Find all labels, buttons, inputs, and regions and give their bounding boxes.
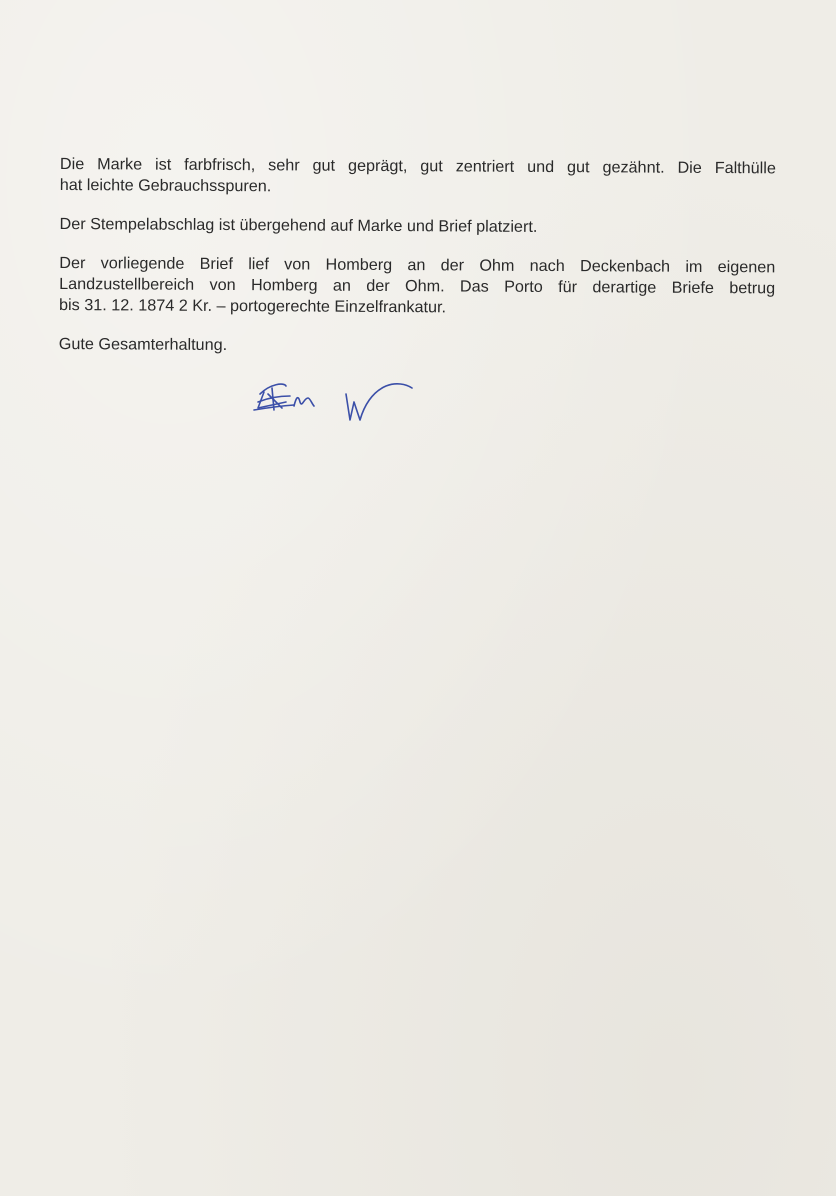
paragraph-line: Der Stempelabschlag ist übergehend auf Marke und Brief platziert.	[59, 214, 538, 236]
paragraph-line: bis 31. 12. 1874 2 Kr. – portogerechte Einzelfrankatur.	[59, 295, 447, 317]
paragraph-line: Gute Gesamterhaltung.	[58, 334, 228, 355]
paragraph-overall	[59, 334, 775, 359]
paragraph-postmark	[60, 214, 776, 239]
paragraph-condition	[60, 154, 776, 200]
paragraph-line: Der vorliegende Brief lief von Homberg an der Ohm nach Deckenbach im eigenen	[59, 253, 776, 277]
paragraph-line: hat leichte Gebrauchsspuren.	[59, 175, 272, 196]
paragraph-line: Landzustellbereich von Homberg an der Ohm. Das Porto für derartige Briefe betrug	[59, 274, 776, 298]
paragraph-line: Die Marke ist farbfrisch, sehr gut geprägt, gut zentriert und gut gezähnt. Die Falthülle	[59, 154, 776, 178]
handwritten-signature	[250, 372, 420, 432]
document-body	[59, 154, 776, 377]
paragraph-route	[59, 253, 775, 320]
